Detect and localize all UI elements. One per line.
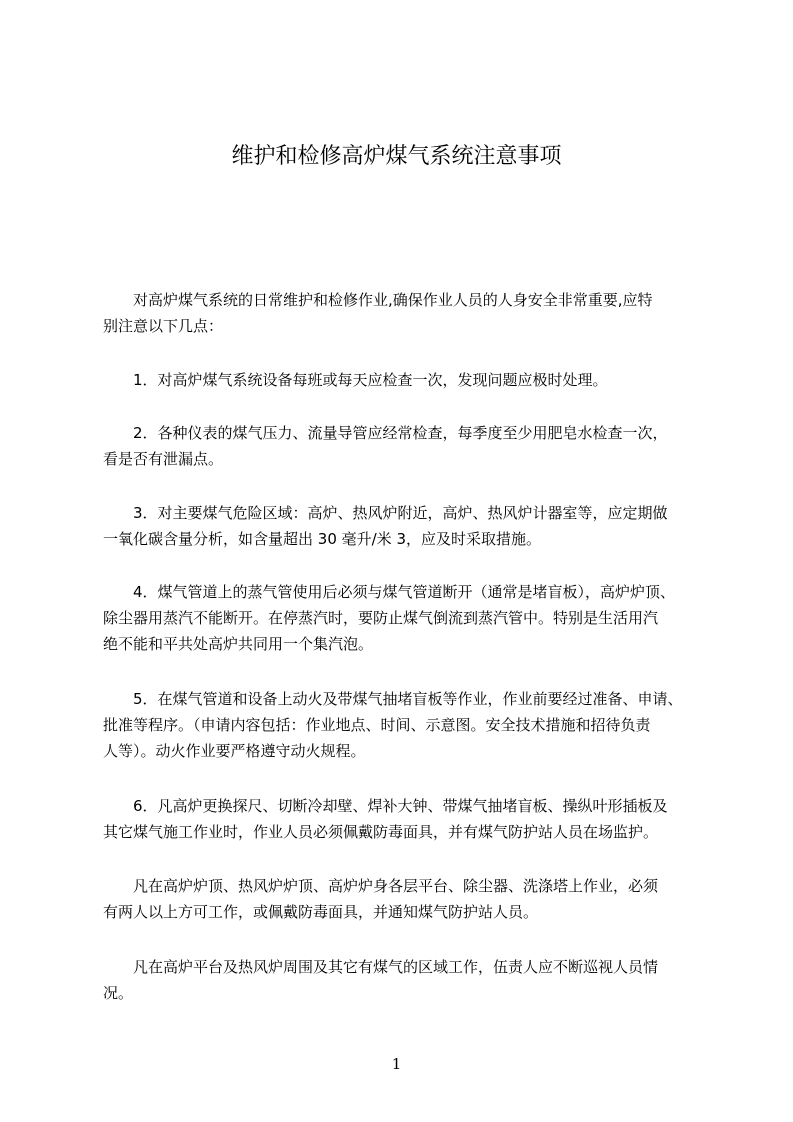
- paragraph-line: 除尘器用蒸汽不能断开。在停蒸汽时，要防止煤气倒流到蒸汽管中。特别是生活用汽: [103, 609, 659, 627]
- paragraph-line: 1．对高炉煤气系统设备每班或每天应检查一次，发现问题应极时处理。: [103, 371, 608, 389]
- paragraph-line: 人等）。动火作业要严格遵守动火规程。: [103, 742, 366, 760]
- page-number: 1: [391, 1055, 402, 1073]
- paragraph-platform: [103, 954, 703, 1006]
- paragraph-item-1: [103, 367, 703, 393]
- document-title: 维护和检修高炉煤气系统注意事项: [231, 144, 562, 169]
- paragraph-item-4: [103, 579, 703, 657]
- paragraph-line: 4．煤气管道上的蒸气管使用后必须与煤气管道断开（通常是堵盲板），高炉炉顶、: [103, 583, 676, 601]
- paragraph-item-3: [103, 500, 703, 552]
- paragraph-line: 有两人以上方可工作，或佩戴防毒面具，并通知煤气防护站人员。: [103, 903, 539, 921]
- paragraph-line: 凡在高炉炉顶、热风炉炉顶、高炉炉身各层平台、除尘器、洗涤塔上作业，必须: [103, 877, 659, 895]
- paragraph-line: 别注意以下几点：: [103, 317, 224, 335]
- paragraph-line: 对高炉煤气系统的日常维护和检修作业,确保作业人员的人身安全非常重要,应特: [103, 291, 653, 309]
- paragraph-line: 一氧化碳含量分析，如含量超出 30 毫升/米 3，应及时采取措施。: [103, 530, 541, 548]
- paragraph-line: 2．各种仪表的煤气压力、流量导管应经常检查，每季度至少用肥皂水检查一次，: [103, 424, 668, 442]
- paragraph-line: 其它煤气施工作业时，作业人员必须佩戴防毒面具，并有煤气防护站人员在场监护。: [103, 823, 659, 841]
- paragraph-item-2: [103, 420, 703, 472]
- paragraph-intro: [103, 287, 703, 339]
- paragraph-item-5: [103, 686, 703, 764]
- paragraph-line: 况。: [103, 984, 134, 1002]
- paragraph-line: 凡在高炉平台及热风炉周围及其它有煤气的区域工作，伍责人应不断巡视人员情: [103, 958, 659, 976]
- paragraph-line: 5．在煤气管道和设备上动火及带煤气抽堵盲板等作业，作业前要经过准备、申请、: [103, 690, 683, 708]
- paragraph-line: 3．对主要煤气危险区域：高炉、热风炉附近，高炉、热风炉计器室等，应定期做: [103, 504, 668, 522]
- paragraph-line: 看是否有泄漏点。: [103, 450, 224, 468]
- paragraph-item-6: [103, 793, 703, 845]
- paragraph-line: 6．凡高炉更换探尺、切断冷却壁、焊补大钟、带煤气抽堵盲板、操纵叶形插板及: [103, 797, 668, 815]
- paragraph-line: 批准等程序。（申请内容包括：作业地点、时间、示意图。安全技术措施和招待负责: [103, 716, 651, 734]
- paragraph-line: 绝不能和平共处高炉共同用一个集汽泡。: [103, 635, 374, 653]
- paragraph-furnace-top: [103, 873, 703, 925]
